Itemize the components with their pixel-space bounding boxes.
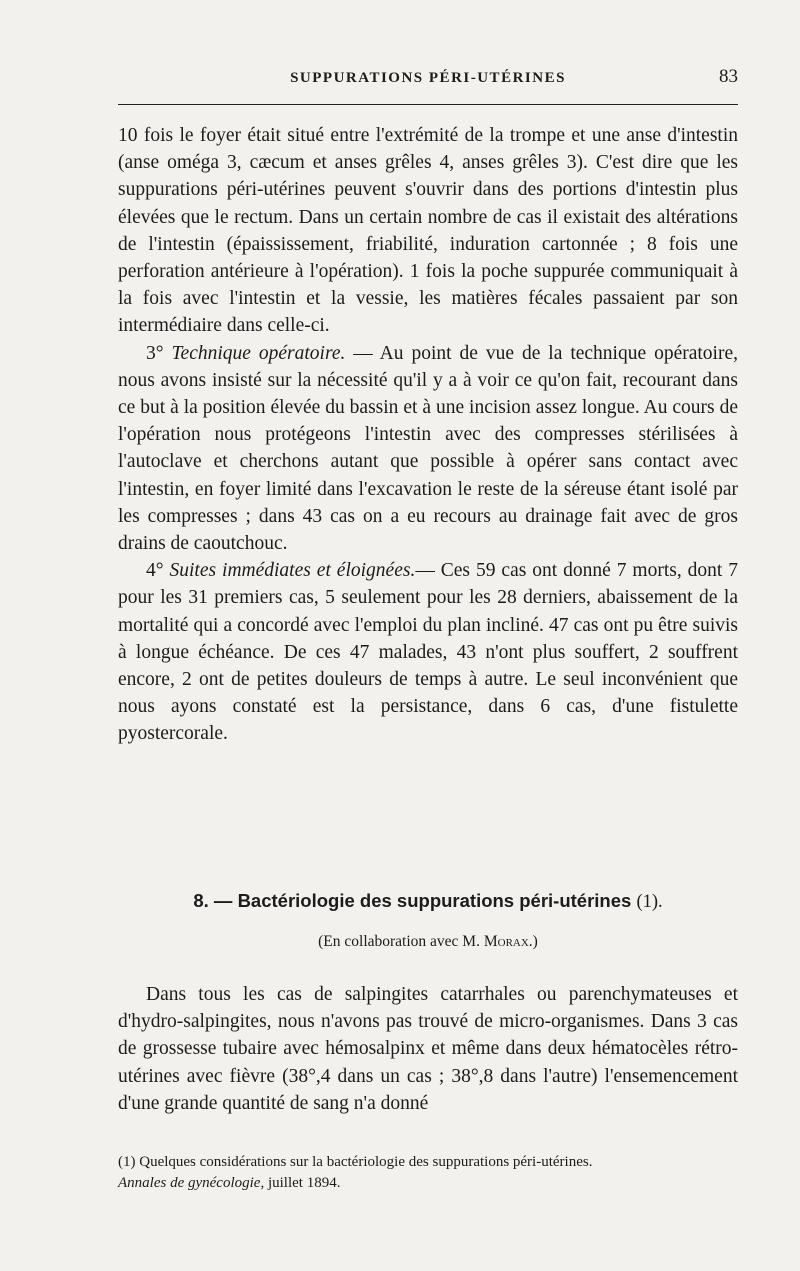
subtitle-prefix: (En collaboration avec M. xyxy=(318,933,484,950)
subtitle-name: Morax xyxy=(483,933,529,950)
paragraph xyxy=(118,122,738,340)
paragraph-heading: Suites immédiates et éloignées. xyxy=(169,560,416,582)
footnote xyxy=(118,1152,738,1194)
section-subtitle xyxy=(118,933,738,951)
page-number: 83 xyxy=(719,66,738,87)
footnote-date: juillet 1894. xyxy=(264,1175,341,1191)
paragraph-text: — Au point de vue de la technique opératoire, nous avons insisté sur la nécessité qu'il y a à voir ce qu'on fait, recourant dans ce but à la position élevée du bassin et à une incision assez longue. Au cours de l'opération nous protégeons l'intestin avec des compresses stérilisées à l'autoclave et cherchons autant que possible à opérer sans contact avec l'intestin, en foyer limité dans l'excavation le reste de la séreuse étant isolé par les compresses ; dans 43 cas on a eu recours au drainage fait avec de gros drains de caoutchouc. xyxy=(118,342,738,555)
paragraph-lead: 4° xyxy=(146,560,170,582)
paragraph-heading: Technique opératoire. xyxy=(171,342,346,364)
footnote-journal: Annales de gynécologie, xyxy=(118,1175,265,1191)
header-rule xyxy=(118,104,738,105)
section-paragraph: Dans tous les cas de salpingites catarrhales ou parenchymateuses et d'hydro-salpingites, nous n'avons pas trouvé de micro-organismes. Dans 3 cas de grossesse tubaire avec hémosalpinx et même dans deux hématocèles rétro-utérines avec fièvre (38°,4 dans un cas ; 38°,8 dans l'autre) l'ensemencement d'une grande quantité de sang n'a donné xyxy=(118,984,738,1114)
page-header xyxy=(118,64,738,92)
body-text xyxy=(118,122,738,748)
footnote-text: (1) Quelques considérations sur la bactériologie des suppurations péri-utérines. xyxy=(118,1154,593,1170)
footnote-ref: (1). xyxy=(636,892,663,912)
running-title: SUPPURATIONS PÉRI-UTÉRINES xyxy=(290,70,566,86)
paragraph xyxy=(118,557,738,747)
section-title xyxy=(118,890,738,913)
subtitle-suffix: .) xyxy=(528,933,538,950)
paragraph-text: — Ces 59 cas ont donné 7 morts, dont 7 pour les 31 premiers cas, 5 seulement pour les 28 derniers, abaissement de la mortalité qui a concordé avec l'emploi du plan incliné. 47 cas ont pu être suivis à longue échéance. De ces 47 malades, 43 n'ont plus souffert, 2 souffrent encore, 2 ont de petites douleurs de temps à autre. Le seul inconvénient que nous ayons constaté est la persistance, dans 6 cas, d'une fistulette pyostercorale. xyxy=(118,560,739,745)
paragraph-lead: 3° xyxy=(146,342,172,364)
paragraph xyxy=(118,340,738,558)
paragraph-text: 10 fois le foyer était situé entre l'extrémité de la trompe et une anse d'intestin (anse oméga 3, cæcum et anses grêles 4, anses grêles 3). C'est dire que les suppurations péri-utérines peuvent s'ouvrir dans des portions d'intestin plus élevées que le rectum. Dans un certain nombre de cas il existait des altérations de l'intestin (épaississement, friabilité, induration cartonnée ; 8 fois une perforation antérieure à l'opération). 1 fois la poche suppurée communiquait à la fois avec l'intestin et la vessie, les matières fécales passaient par son intermédiaire dans celle-ci. xyxy=(118,125,738,337)
section-title-text: 8. — Bactériologie des suppurations péri-utérines xyxy=(193,890,632,911)
